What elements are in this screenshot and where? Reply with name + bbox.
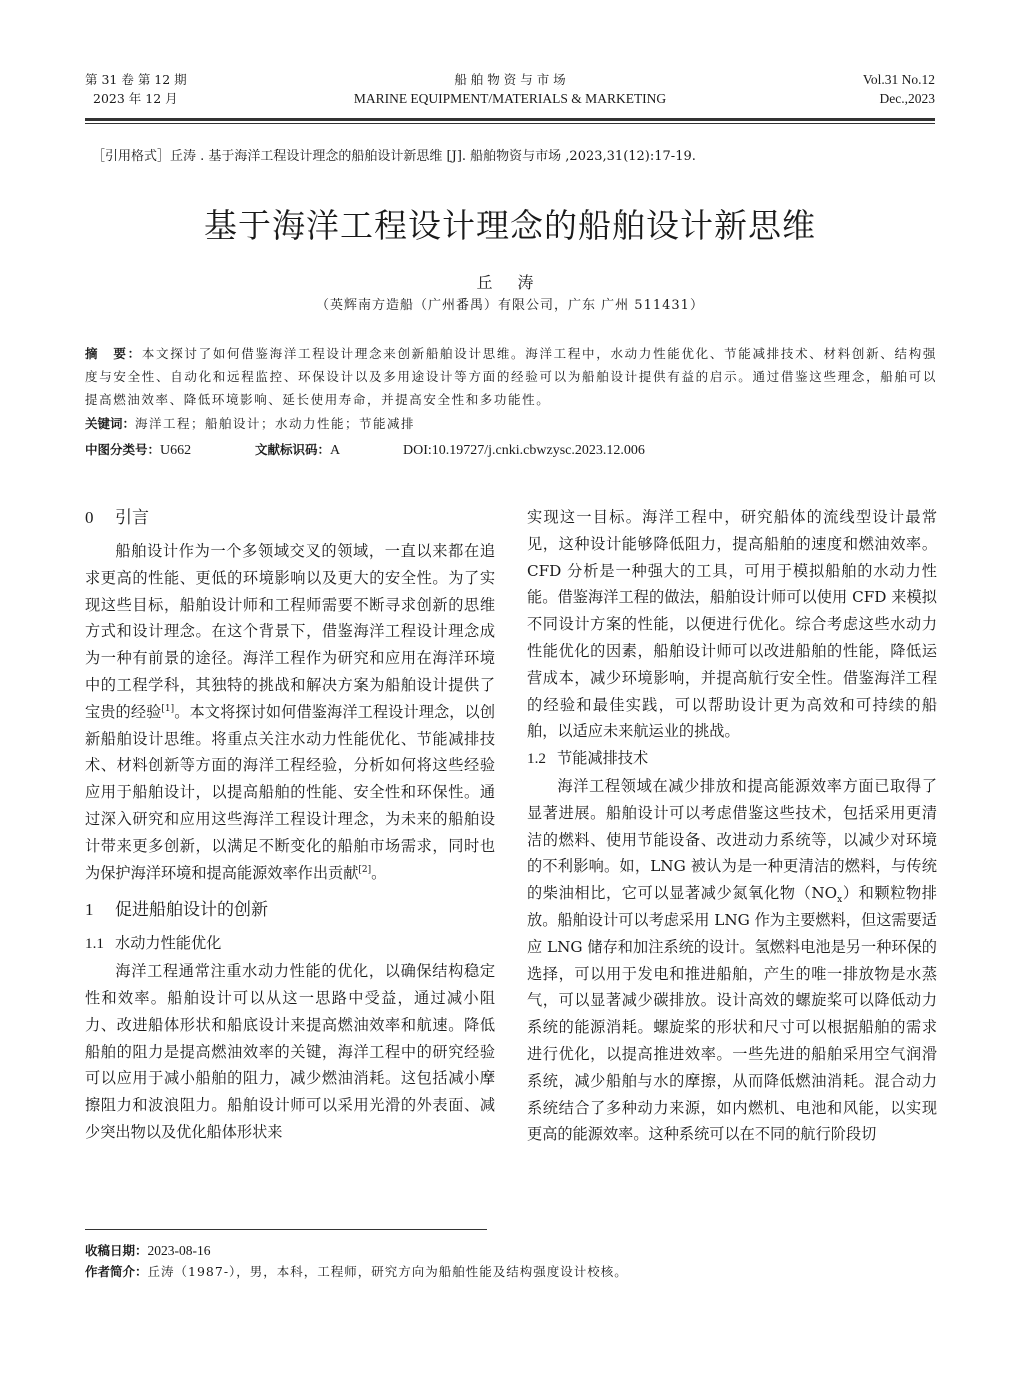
energy-text-b: ）和颗粒物排放。船舶设计可以考虑采用 LNG 作为主要燃料，但这需要适应 LNG 储存和加注系统的设计。氢燃料电池是另一种环保的选择，可以用于发电和推进船舶，产生的唯一排放物是水蒸气，可以显著减少碳排放。设计高效的螺旋桨可以降低动力系统的能源消耗。螺旋桨的形状和尺寸可以根据船舶的需求进行优化，以提高推进效率。一些先进的船舶采用空气润滑系统，减少船舶与水的摩擦，从而降低燃油消耗。混合动力系统结合了多种动力来源，如内燃机、电池和风能，以实现更高的能源效率。这种系统可以在不同的航行阶段切 [527,884,937,1144]
section-1-2-number: 1.2 [527,750,546,768]
body-column-left [85,504,495,1146]
doi: DOI:10.19727/j.cnki.cbwzysc.2023.12.006 [403,443,645,458]
section-1-title: 促进船舶设计的创新 [115,900,268,921]
body-column-right [527,504,937,1148]
journal-volume-en [863,70,935,108]
intro-paragraph [85,538,495,886]
footnote-rule [85,1229,487,1230]
section-1-heading [85,898,495,922]
citation-label: ［引用格式］ [92,149,171,164]
bio-label: 作者简介： [85,1264,148,1279]
section-1-number: 1 [85,900,94,920]
energy-saving-paragraph [527,773,937,1148]
section-1-1-heading [85,930,495,958]
received-value: 2023-08-16 [147,1243,211,1258]
bio-text: 丘涛（1987-），男，本科，工程师，研究方向为船舶性能及结构强度设计校核。 [147,1264,628,1279]
keywords [85,414,937,434]
author-name: 丘 涛 [476,273,544,292]
journal-name-en: MARINE EQUIPMENT/MATERIALS & MARKETING [353,91,667,106]
section-1-1-number: 1.1 [85,935,104,953]
citation-text: 丘涛 . 基于海洋工程设计理念的船舶设计新思维 [J]. 船舶物资与市场 ,2023,31(12):17-19. [170,149,696,164]
abstract [85,342,937,411]
energy-text-a: 海洋工程领域在减少排放和提高能源效率方面已取得了显著进展。船舶设计可以考虑借鉴这些技术，包括采用更清洁的燃料、使用节能设备、改进动力系统等，以减少对环境的不利影响。如，LNG 被认为是一种更清洁的燃料，与传统的柴油相比，它可以显著减少氮氧化物（NO [527,776,937,903]
section-1-2-heading [527,745,937,773]
hydrodynamic-paragraph-continued: 实现这一目标。海洋工程中，研究船体的流线型设计最常见，这种设计能够降低阻力，提高船舶的速度和燃油效率。CFD 分析是一种强大的工具，可用于模拟船舶的水动力性能。借鉴海洋工程的做法，船舶设计师可以使用 CFD 来模拟不同设计方案的性能，以便进行优化。综合考虑这些水动力性能优化的因素，船舶设计师可以改进船舶的性能，降低运营成本，减少环境影响，并提高航行安全性。借鉴海洋工程的经验和最佳实践，可以帮助设计更为高效和可持续的船舶，以适应未来航运业的挑战。 [527,508,937,741]
received-label: 收稿日期： [85,1243,148,1258]
intro-text-b: 。本文将探讨如何借鉴海洋工程设计理念，以创新船舶设计思维。将重点关注水动力性能优化、节能减排技术、材料创新等方面的海洋工程经验，分析如何将这些经验应用于船舶设计，以提高船舶的性能、安全性和环保性。通过深入研究和应用这些海洋工程设计理念，为未来的船舶设计带来更多创新，以满足不断变化的船舶市场需求，同时也为保护海洋环境和提高能源效率作出贡献 [85,702,496,882]
header-rule-thick [85,118,935,121]
citation-ref-2: [2] [358,864,372,875]
hydrodynamic-paragraph: 海洋工程通常注重水动力性能的优化，以确保结构稳定性和效率。船舶设计可以从这一思路中受益，通过减小阻力、改进船体形状和船底设计来提高燃油效率和航速。降低船舶的阻力是提高燃油效率的关键，海洋工程中的研究经验可以应用于减小船舶的阻力，减少燃油消耗。这包括减小摩擦阻力和波浪阻力。船舶设计师可以采用光滑的外表面、减少突出物以及优化船体形状来 [85,962,495,1141]
journal-name-cn: 船 舶 物 资 与 市 场 [454,72,566,87]
doc-code-label: 文献标识码： [255,442,331,457]
date-en: Dec.,2023 [879,91,935,106]
abstract-label: 摘 要： [85,346,142,361]
author-affiliation: （英辉南方造船（广州番禺）有限公司，广东 广州 511431） [316,298,704,313]
volume-issue: 第 31 卷 第 12 期 [85,72,187,87]
section-1-1-title: 水动力性能优化 [115,934,222,953]
clc-label: 中图分类号： [85,442,161,457]
section-0-number: 0 [85,508,94,527]
section-0-title: 引言 [115,508,149,528]
received-date [85,1241,211,1261]
intro-text-c: 。 [371,863,387,882]
citation-ref-1: [1] [161,703,175,714]
abstract-text: 本文探讨了如何借鉴海洋工程设计理念来创新船舶设计思维。海洋工程中，水动力性能优化、节能减排技术、材料创新、结构强度与安全性、自动化和远程监控、环保设计以及多用途设计等方面的经验可以为船舶设计提供有益的启示。通过借鉴这些理念，船舶可以提高燃油效率、降低环境影响、延长使用寿命，并提高安全性和多功能性。 [85,346,937,407]
volume-en: Vol.31 No.12 [862,72,935,87]
section-1-2-title: 节能减排技术 [557,749,649,768]
issue-date: 2023 年 12 月 [93,91,178,106]
citation-format [92,145,952,164]
paper-title: 基于海洋工程设计理念的船舶设计新思维 [204,206,816,245]
clc-value: U662 [160,443,192,458]
intro-text-a: 船舶设计作为一个多领域交叉的领域，一直以来都在追求更高的性能、更低的环境影响以及更大的安全性。为了实现这些目标，船舶设计师和工程师需要不断寻求创新的思维方式和设计理念。在这个背景下，借鉴海洋工程设计理念成为一种有前景的途径。海洋工程作为研究和应用在海洋环境中的工程学科，其独特的挑战和解决方案为船舶设计提供了宝贵的经验 [85,542,495,721]
classification-row [85,440,937,461]
doc-code-value: A [330,443,341,458]
header-rule-thin [85,123,935,124]
section-0-heading [85,506,495,530]
nox-subscript: x [837,895,843,906]
author-bio [85,1262,628,1282]
keywords-label: 关键词： [85,416,136,431]
keywords-text: 海洋工程；船舶设计；水动力性能；节能减排 [135,416,416,431]
